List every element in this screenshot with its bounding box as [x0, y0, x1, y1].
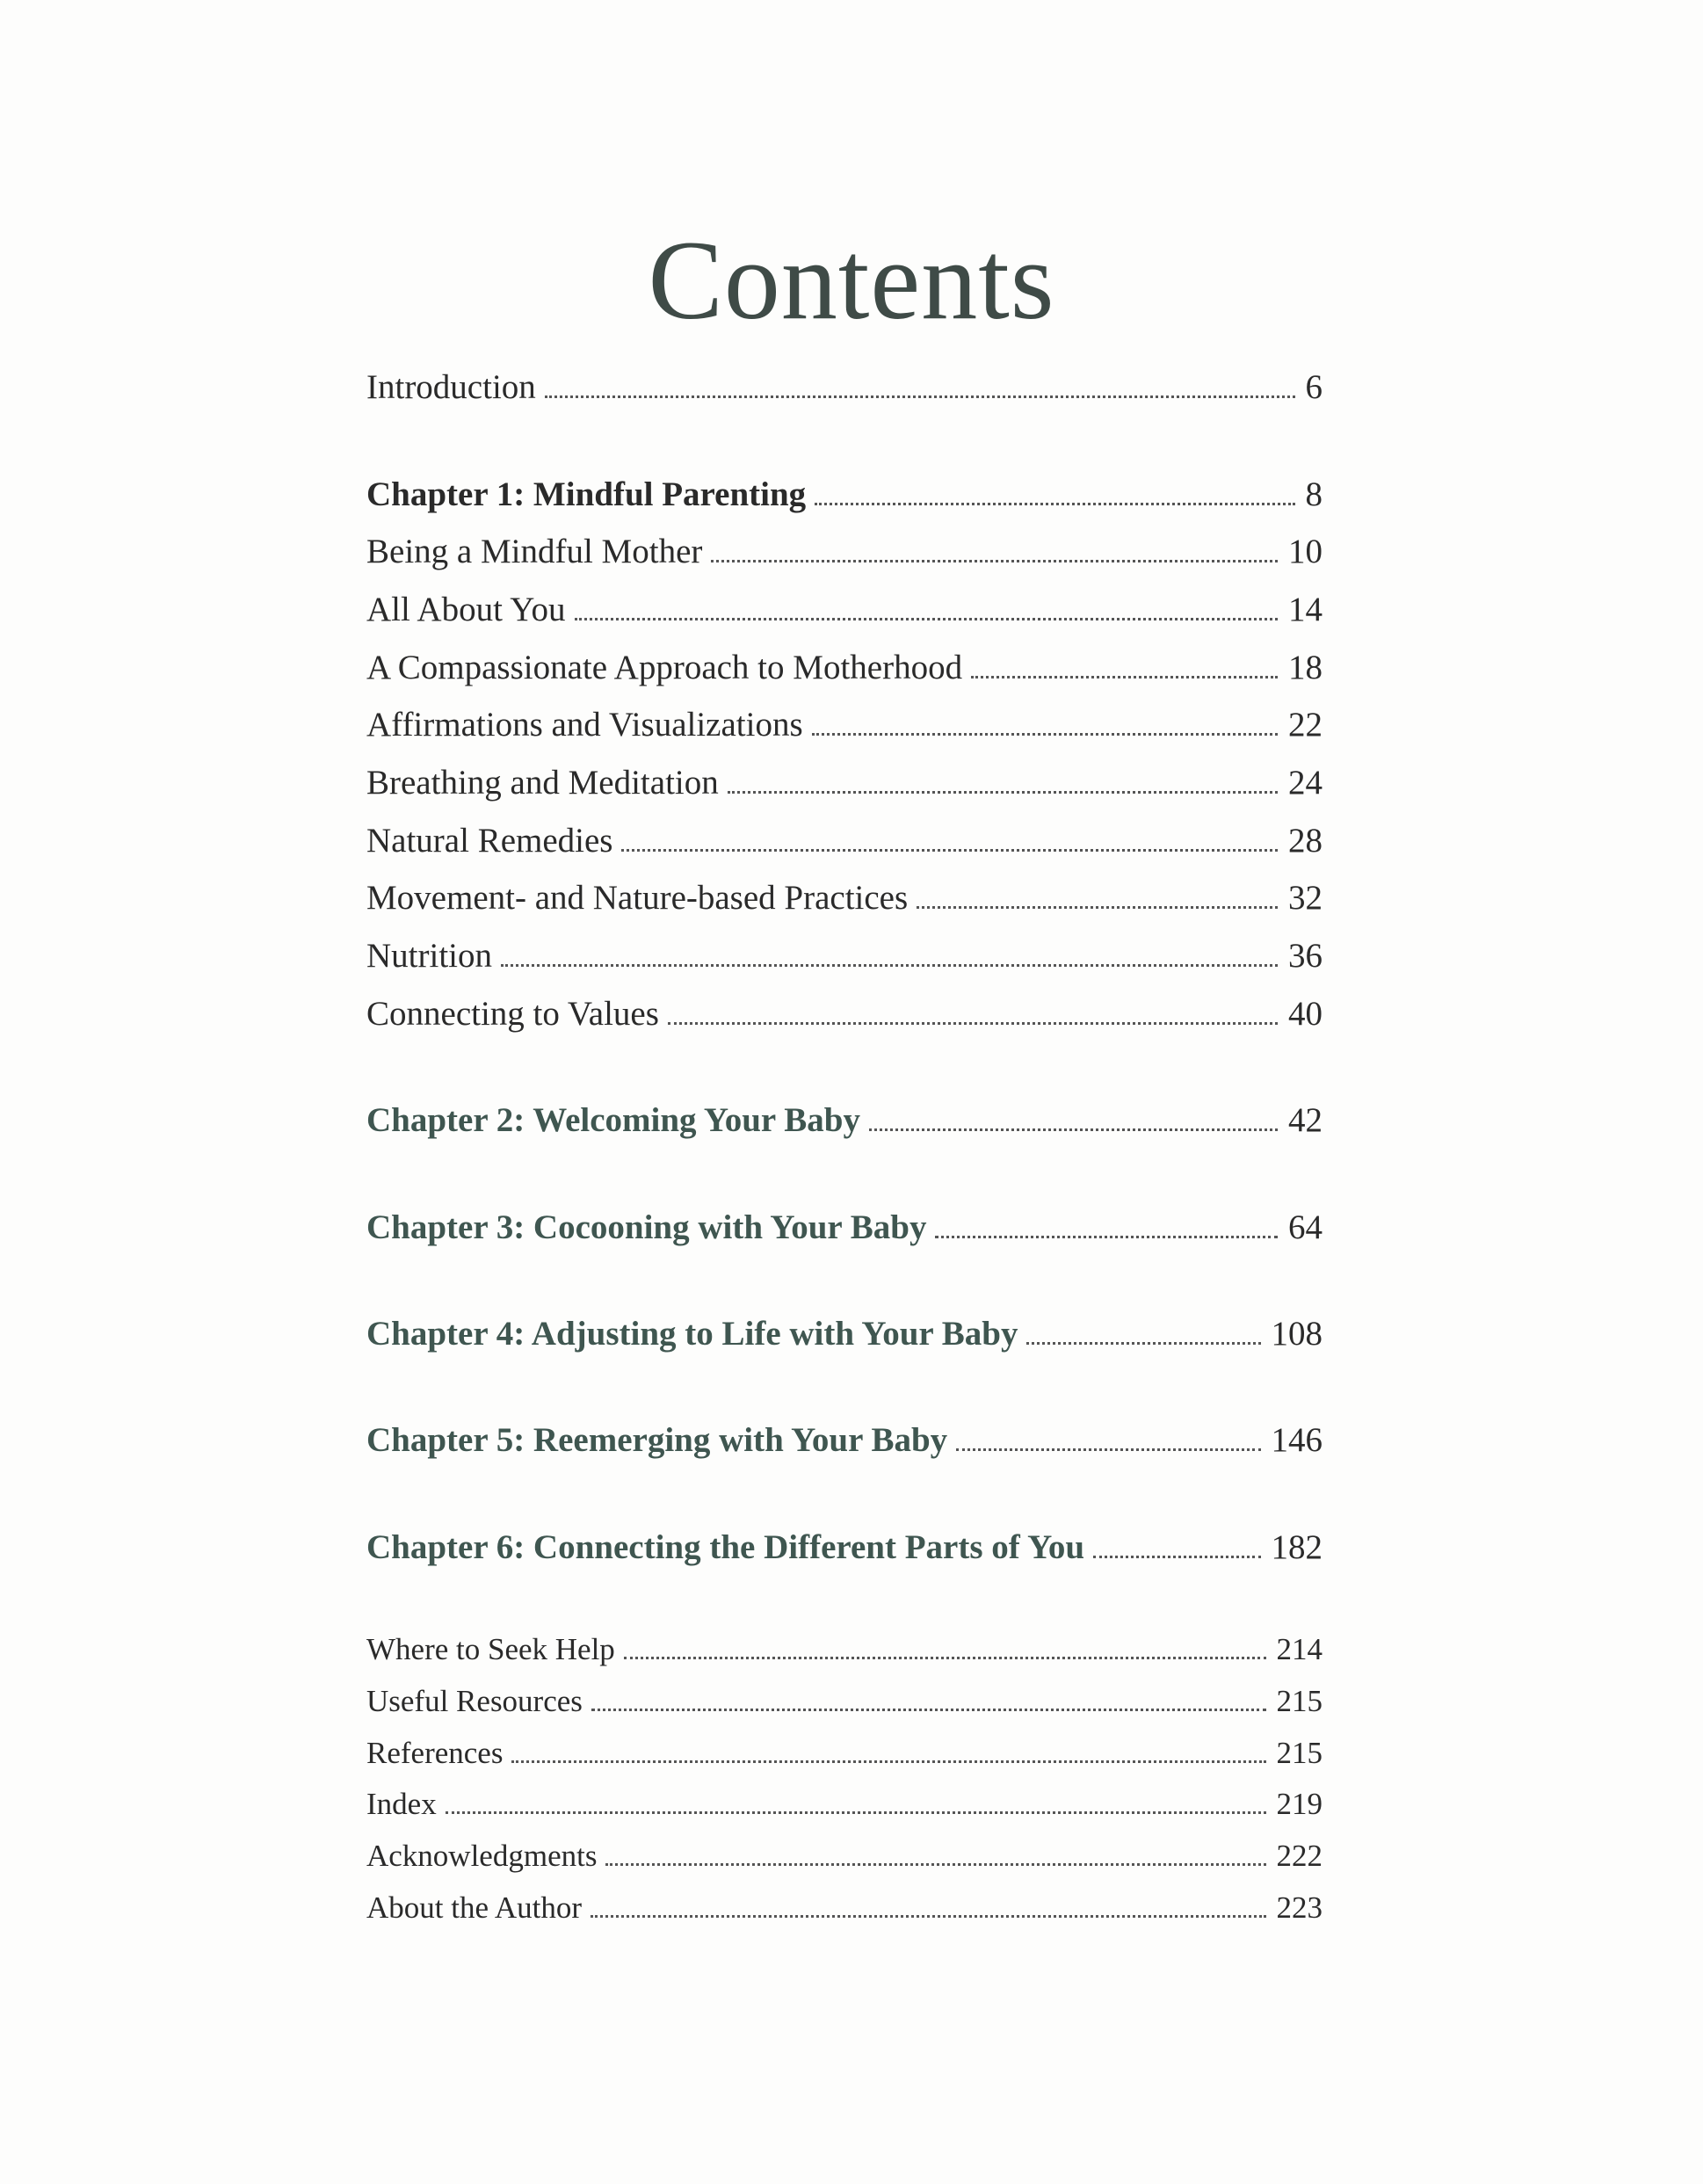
toc-entry-label: Chapter 4: Adjusting to Life with Your Baby: [366, 1315, 1018, 1353]
dot-leader: [1026, 1342, 1260, 1345]
toc-entry-label: Breathing and Meditation: [366, 764, 719, 802]
toc-entry-label: Natural Remedies: [366, 822, 613, 860]
dot-leader: [668, 1022, 1278, 1025]
toc-entry-acknowledgments[interactable]: [366, 1839, 1323, 1874]
toc-entry-label: References: [366, 1736, 504, 1770]
toc-page-number: 182: [1271, 1528, 1323, 1566]
toc-page-number: 215: [1276, 1736, 1323, 1770]
toc-page-number: 14: [1288, 591, 1323, 628]
toc-entry-label: Connecting to Values: [366, 995, 659, 1033]
dot-leader: [605, 1863, 1265, 1866]
toc-page-number: 8: [1305, 475, 1323, 513]
toc-entry-label: All About You: [366, 591, 566, 628]
dot-leader: [917, 906, 1278, 909]
toc-page-number: 32: [1288, 879, 1323, 917]
dot-leader: [869, 1128, 1278, 1131]
toc-entry-label: Being a Mindful Mother: [366, 533, 703, 570]
toc-entry-all-about-you[interactable]: [366, 590, 1323, 629]
toc-entry-label: Chapter 3: Cocooning with Your Baby: [366, 1208, 927, 1246]
dot-leader: [591, 1709, 1266, 1711]
dot-leader: [545, 395, 1295, 398]
dot-leader: [511, 1760, 1265, 1763]
toc-entry-label: Nutrition: [366, 937, 492, 975]
toc-entry-chapter-5[interactable]: [366, 1420, 1323, 1460]
toc-page-number: 108: [1271, 1315, 1323, 1353]
toc-page-number: 28: [1288, 822, 1323, 860]
toc-entry-label: Chapter 1: Mindful Parenting: [366, 475, 807, 513]
toc-page-number: 6: [1305, 368, 1323, 406]
dot-leader: [728, 791, 1278, 794]
toc-page-number: 219: [1276, 1787, 1323, 1821]
dot-leader: [711, 560, 1278, 562]
toc-page-number: 10: [1288, 533, 1323, 570]
toc-entry-connecting-to-values[interactable]: [366, 994, 1323, 1034]
toc-page-number: 24: [1288, 764, 1323, 802]
toc-entry-about-the-author[interactable]: [366, 1890, 1323, 1926]
toc-entry-label: About the Author: [366, 1890, 582, 1925]
toc-entry-label: Where to Seek Help: [366, 1632, 615, 1666]
toc-entry-label: Affirmations and Visualizations: [366, 706, 803, 744]
toc-entry-label: Useful Resources: [366, 1684, 583, 1718]
toc-entry-compassionate-approach[interactable]: [366, 648, 1323, 687]
dot-leader: [624, 1657, 1266, 1659]
toc-entry-chapter-1[interactable]: [366, 475, 1323, 514]
toc-entry-movement[interactable]: [366, 878, 1323, 918]
toc-entry-chapter-4[interactable]: [366, 1314, 1323, 1353]
dot-leader: [956, 1448, 1260, 1451]
toc-entry-being-a-mindful-mother[interactable]: [366, 532, 1323, 571]
toc-entry-label: Index: [366, 1787, 437, 1821]
dot-leader: [1093, 1556, 1260, 1558]
dot-leader: [621, 849, 1278, 852]
toc-page-number: 18: [1288, 649, 1323, 686]
toc-entry-label: A Compassionate Approach to Motherhood: [366, 649, 963, 686]
toc-page-number: 36: [1288, 937, 1323, 975]
toc-entry-where-to-seek-help[interactable]: [366, 1632, 1323, 1667]
dot-leader: [815, 503, 1294, 505]
page-title: Contents: [648, 218, 1055, 343]
toc-entry-chapter-3[interactable]: [366, 1208, 1323, 1247]
toc-page-number: 214: [1276, 1632, 1323, 1666]
toc-entry-chapter-6[interactable]: [366, 1527, 1323, 1567]
toc-page-number: 222: [1276, 1839, 1323, 1873]
dot-leader: [971, 676, 1278, 678]
dot-leader: [812, 733, 1278, 736]
toc-entry-label: Acknowledgments: [366, 1839, 598, 1873]
toc-page-number: 215: [1276, 1684, 1323, 1718]
toc-entry-label: Chapter 2: Welcoming Your Baby: [366, 1101, 860, 1139]
dot-leader: [591, 1915, 1266, 1918]
dot-leader: [575, 618, 1279, 620]
toc-entry-label: Introduction: [366, 368, 536, 406]
toc-page-number: 40: [1288, 995, 1323, 1033]
toc-entry-introduction[interactable]: [366, 367, 1323, 407]
dot-leader: [935, 1236, 1278, 1238]
toc-page-number: 223: [1276, 1890, 1323, 1925]
dot-leader: [501, 964, 1278, 967]
toc-entry-chapter-2[interactable]: [366, 1100, 1323, 1140]
toc-entry-natural-remedies[interactable]: [366, 821, 1323, 860]
toc-entry-affirmations[interactable]: [366, 705, 1323, 744]
toc-page-number: 22: [1288, 706, 1323, 744]
toc-entry-index[interactable]: [366, 1787, 1323, 1822]
dot-leader: [446, 1811, 1266, 1814]
toc-page-number: 42: [1288, 1101, 1323, 1139]
toc-entry-breathing[interactable]: [366, 763, 1323, 802]
toc-entry-label: Chapter 5: Reemerging with Your Baby: [366, 1421, 948, 1459]
toc-page-number: 64: [1288, 1208, 1323, 1246]
toc-entry-label: Movement- and Nature-based Practices: [366, 879, 909, 917]
toc-page-number: 146: [1271, 1421, 1323, 1459]
toc-entry-nutrition[interactable]: [366, 936, 1323, 976]
toc-entry-useful-resources[interactable]: [366, 1684, 1323, 1719]
toc-entry-label: Chapter 6: Connecting the Different Parts of You: [366, 1528, 1085, 1566]
toc-entry-references[interactable]: [366, 1736, 1323, 1771]
